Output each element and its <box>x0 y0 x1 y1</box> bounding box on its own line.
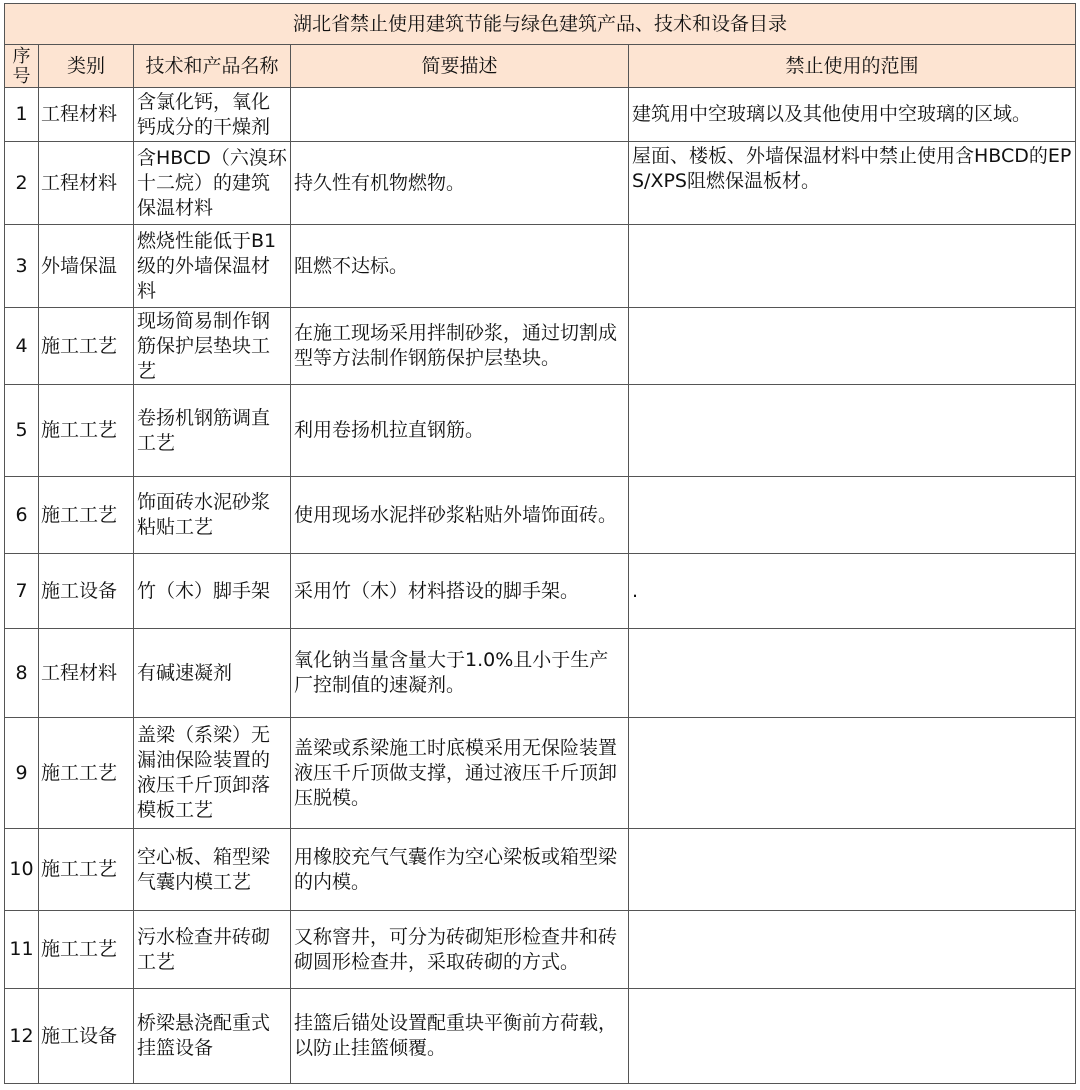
catalog-table <box>4 3 1076 1084</box>
header-scope: 禁止使用的范围 <box>629 45 1076 88</box>
cell-category: 施工设备 <box>39 989 134 1084</box>
table-title: 湖北省禁止使用建筑节能与绿色建筑产品、技术和设备目录 <box>5 4 1076 45</box>
cell-seq: 7 <box>5 554 39 629</box>
cell-description: 持久性有机物燃物。 <box>291 142 629 225</box>
table-row <box>5 88 1076 142</box>
cell-description: 采用竹（木）材料搭设的脚手架。 <box>291 554 629 629</box>
cell-name: 桥梁悬浇配重式挂篮设备 <box>134 989 291 1084</box>
catalog-sheet <box>4 3 1075 1084</box>
cell-scope <box>629 385 1076 477</box>
cell-category: 工程材料 <box>39 629 134 718</box>
cell-name: 空心板、箱型梁气囊内模工艺 <box>134 829 291 911</box>
cell-scope <box>629 225 1076 308</box>
cell-scope: 屋面、楼板、外墙保温材料中禁止使用含HBCD的EPS/XPS阻燃保温板材。 <box>629 142 1076 225</box>
table-row <box>5 225 1076 308</box>
cell-scope <box>629 629 1076 718</box>
cell-description: 利用卷扬机拉直钢筋。 <box>291 385 629 477</box>
cell-seq: 10 <box>5 829 39 911</box>
cell-category: 施工工艺 <box>39 308 134 385</box>
cell-seq: 8 <box>5 629 39 718</box>
cell-seq: 2 <box>5 142 39 225</box>
cell-category: 施工工艺 <box>39 911 134 989</box>
cell-description: 在施工现场采用拌制砂浆，通过切割成型等方法制作钢筋保护层垫块。 <box>291 308 629 385</box>
cell-seq: 1 <box>5 88 39 142</box>
cell-category: 工程材料 <box>39 88 134 142</box>
cell-seq: 6 <box>5 477 39 554</box>
table-row <box>5 308 1076 385</box>
cell-seq: 9 <box>5 718 39 829</box>
cell-name: 含氯化钙，氧化钙成分的干燥剂 <box>134 88 291 142</box>
header-row <box>5 45 1076 88</box>
cell-category: 施工工艺 <box>39 718 134 829</box>
cell-name: 现场简易制作钢筋保护层垫块工艺 <box>134 308 291 385</box>
cell-category: 施工工艺 <box>39 385 134 477</box>
cell-scope <box>629 829 1076 911</box>
cell-scope: 建筑用中空玻璃以及其他使用中空玻璃的区域。 <box>629 88 1076 142</box>
header-category: 类别 <box>39 45 134 88</box>
cell-name: 饰面砖水泥砂浆粘贴工艺 <box>134 477 291 554</box>
cell-name: 卷扬机钢筋调直工艺 <box>134 385 291 477</box>
cell-description: 使用现场水泥拌砂浆粘贴外墙饰面砖。 <box>291 477 629 554</box>
cell-scope <box>629 718 1076 829</box>
cell-seq: 3 <box>5 225 39 308</box>
cell-name: 燃烧性能低于B1级的外墙保温材料 <box>134 225 291 308</box>
table-row <box>5 385 1076 477</box>
cell-description: 氧化钠当量含量大于1.0%且小于生产厂控制值的速凝剂。 <box>291 629 629 718</box>
cell-category: 施工工艺 <box>39 829 134 911</box>
cell-description: 用橡胶充气气囊作为空心梁板或箱型梁的内模。 <box>291 829 629 911</box>
cell-description: 又称窨井，可分为砖砌矩形检查井和砖砌圆形检查井，采取砖砌的方式。 <box>291 911 629 989</box>
cell-seq: 5 <box>5 385 39 477</box>
cell-description: 挂篮后锚处设置配重块平衡前方荷载，以防止挂篮倾覆。 <box>291 989 629 1084</box>
cell-scope <box>629 989 1076 1084</box>
cell-scope <box>629 308 1076 385</box>
cell-scope <box>629 911 1076 989</box>
cell-name: 含HBCD（六溴环十二烷）的建筑保温材料 <box>134 142 291 225</box>
cell-description: 盖梁或系梁施工时底模采用无保险装置液压千斤顶做支撑，通过液压千斤顶卸压脱模。 <box>291 718 629 829</box>
title-row <box>5 4 1076 45</box>
cell-category: 施工设备 <box>39 554 134 629</box>
cell-description: 阻燃不达标。 <box>291 225 629 308</box>
cell-description <box>291 88 629 142</box>
header-description: 简要描述 <box>291 45 629 88</box>
cell-category: 工程材料 <box>39 142 134 225</box>
cell-seq: 4 <box>5 308 39 385</box>
table-row <box>5 718 1076 829</box>
table-row <box>5 629 1076 718</box>
header-seq: 序号 <box>5 45 39 88</box>
table-row <box>5 829 1076 911</box>
header-name: 技术和产品名称 <box>134 45 291 88</box>
table-row <box>5 477 1076 554</box>
cell-name: 有碱速凝剂 <box>134 629 291 718</box>
cell-scope <box>629 477 1076 554</box>
table-row <box>5 554 1076 629</box>
cell-category: 施工工艺 <box>39 477 134 554</box>
cell-scope: . <box>629 554 1076 629</box>
cell-category: 外墙保温 <box>39 225 134 308</box>
cell-name: 竹（木）脚手架 <box>134 554 291 629</box>
cell-seq: 11 <box>5 911 39 989</box>
table-row <box>5 911 1076 989</box>
cell-seq: 12 <box>5 989 39 1084</box>
cell-name: 盖梁（系梁）无漏油保险装置的液压千斤顶卸落模板工艺 <box>134 718 291 829</box>
cell-name: 污水检查井砖砌工艺 <box>134 911 291 989</box>
table-row <box>5 142 1076 225</box>
table-row <box>5 989 1076 1084</box>
